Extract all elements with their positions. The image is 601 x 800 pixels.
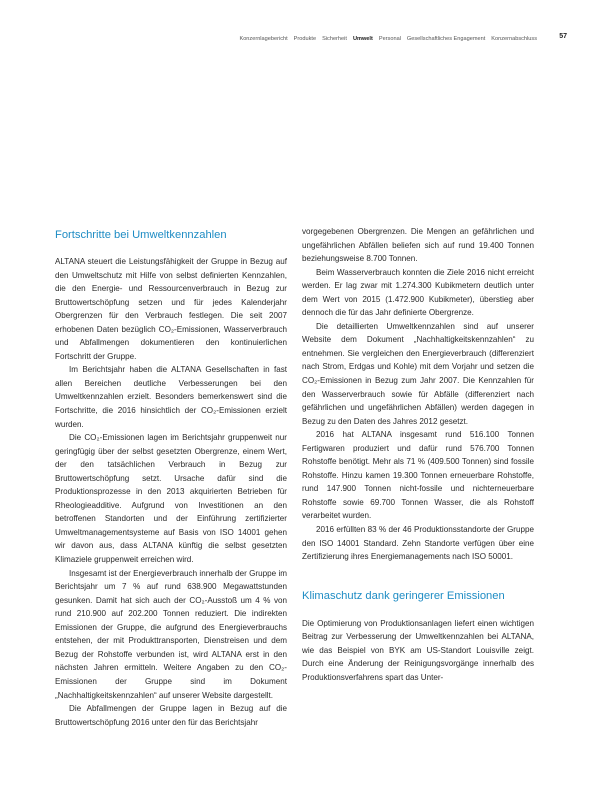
- paragraph: Die Optimierung von Produktionsanlagen liefert einen wichtigen Beitrag zur Verbesserung der Umweltkennzahlen bei ALTANA, wie das Beispiel von BYK am US-Standort Louisville zeigt. Durch eine Änderung der Reinigungsvorgänge innerhalb des Produktionsverfahrens spart das Unter-: [302, 618, 534, 682]
- right-text-column: [302, 225, 534, 684]
- section-heading-klimaschutz: Klimaschutz dank geringerer Emissionen: [302, 589, 505, 602]
- paragraph: Die CO₂-Emissionen lagen im Berichtsjahr gruppenweit nur geringfügig über der selbst gesetzten Obergrenze, einem Wert, der den tatsächlichen Verbrauch in Bezug zur Bruttowertschöpfung setzt. Ursache dafür sind die Produktionsprozesse in den 2013 akquirierten Betrieben für Rheologieadditive. Aufgrund von Investitionen an den betroffenen Standorten und der Einführung zertifizierter Umweltmanagementsysteme auf Basis von ISO 14001 gehen wir davon aus, dass ALTANA künftig die selbst gesetzten Klimaziele gruppenweit erreichen wird.: [55, 433, 287, 565]
- nav-item-umwelt[interactable]: Umwelt: [352, 36, 373, 42]
- paragraph: Die detaillierten Umweltkennzahlen sind auf unserer Website dem Dokument „Nachhaltigkeitskennzahlen“ zu entnehmen. Sie vergleichen den Energieverbrauch (differenziert nach Strom, Erdgas und Kohle) mit dem Vorjahr und setzen die CO₂-Emissionen in Bezug zum Jahr 2007. Die Kennzahlen für den Wasserverbrauch sowie für Abfälle (differenziert nach gefährlichen und ungefährlichen Abfällen) werden dagegen in Bezug zu den Daten des Jahres 2012 gesetzt.: [302, 321, 534, 426]
- page-number: 57: [559, 33, 567, 40]
- nav-item-gesellschaftliches-engagement[interactable]: Gesellschaftliches Engagement: [406, 36, 486, 42]
- nav-item-sicherheit[interactable]: Sicherheit: [322, 36, 347, 42]
- section-navigation: [239, 34, 537, 44]
- paragraph: 2016 erfüllten 83 % der 46 Produktionsstandorte der Gruppe den ISO 14001 Standard. Zehn Standorte verfügen über eine Zertifizierung ihres Energiemanagements nach ISO 50001.: [302, 525, 534, 562]
- paragraph: 2016 hat ALTANA insgesamt rund 516.100 Tonnen Fertigwaren produziert und dafür rund 576.700 Tonnen Rohstoffe benötigt. Mehr als 71 % (409.500 Tonnen) sind fossile Rohstoffe. Hinzu kamen 19.300 Tonnen erneuerbare Rohstoffe, rund 147.900 Tonnen nicht-fossile und nichterneuerbare Rohstoffe sowie 69.700 Tonnen Wasser, die als Rohstoff verarbeitet wurden.: [302, 430, 534, 521]
- section-heading-umweltkennzahlen: Fortschritte bei Umweltkennzahlen: [55, 229, 227, 241]
- nav-item-konzernlagebericht[interactable]: Konzernlagebericht: [239, 36, 288, 42]
- paragraph: ALTANA steuert die Leistungsfähigkeit der Gruppe in Bezug auf den Umweltschutz mit Hilfe von selbst definierten Kennzahlen, die den Energie- und Ressourcenverbrauch in Bezug zur Bruttowertschöpfung setzen und für jedes Kalenderjahr Obergrenzen für den Verbrauch festlegen. Die seit 2007 erhobenen Daten bezüglich CO₂-Emissionen, Wasserverbrauch und Abfallmengen dokumentieren den kontinuierlichen Fortschritt der Gruppe.: [55, 257, 287, 361]
- paragraph: Im Berichtsjahr haben die ALTANA Gesellschaften in fast allen Bereichen deutliche Verbesserungen bei den Umweltkennzahlen erzielt. Besonders bemerkenswert sind die Fortschritte, die 2016 hinsichtlich der CO₂-Emissionen erzielt wurden.: [55, 365, 287, 429]
- paragraph: Die Abfallmengen der Gruppe lagen in Bezug auf die Bruttowertschöpfung 2016 unter den für das Berichtsjahr: [55, 704, 287, 727]
- nav-item-produkte[interactable]: Produkte: [293, 36, 317, 42]
- paragraph: vorgegebenen Obergrenzen. Die Mengen an gefährlichen und ungefährlichen Abfällen beliefen sich auf rund 19.400 Tonnen beziehungsweise 8.700 Tonnen.: [302, 227, 534, 264]
- paragraph: Insgesamt ist der Energieverbrauch innerhalb der Gruppe im Berichtsjahr um 7 % auf rund 638.900 Megawattstunden gesunken. Damit hat sich auch der CO₂-Ausstoß um 4 % von rund 210.900 auf 202.200 Tonnen reduziert. Die indirekten Emissionen der Gruppe, die aufgrund des Energieverbrauchs entstehen, der mit Produkttransporten, Dienstreisen und dem Bezug der Rohstoffe verbunden ist, wird ALTANA erst in den nächsten Jahren ermitteln. Weitere Angaben zu den CO₂-Emissionen der Gruppe sind im Dokument „Nachhaltigkeitskennzahlen“ auf unserer Website dargestellt.: [55, 568, 287, 700]
- paragraph: Beim Wasserverbrauch konnten die Ziele 2016 nicht erreicht werden. Er lag zwar mit 1.274.300 Kubikmetern deutlich unter dem Wert von 2015 (1.472.900 Kubikmeter), überstieg aber dennoch die für das Jahr definierte Obergrenze.: [302, 267, 534, 318]
- nav-item-konzernabschluss[interactable]: Konzernabschluss: [491, 36, 537, 42]
- nav-item-personal[interactable]: Personal: [378, 36, 401, 42]
- left-text-column: [55, 223, 287, 729]
